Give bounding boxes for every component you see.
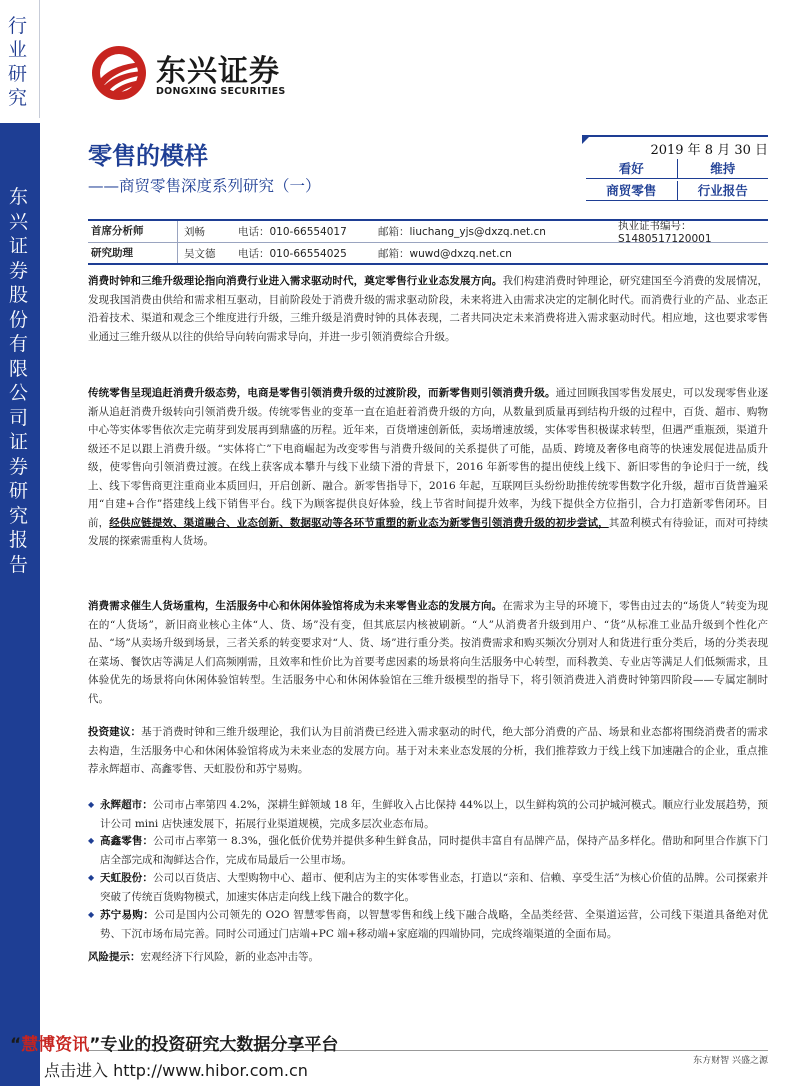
analyst-cert: 执业证书编号：S1480517120001 [618,220,712,245]
analyst-role: 研究助理 [88,243,178,263]
logo-name-cn: 东兴证券 [156,54,280,89]
industry-label: 商贸零售 [586,181,678,201]
page-footer [0,1035,800,1086]
stock-recommendation-item: ◆ 永辉超市：公司市占率第四 4.2%，深耕生鲜领域 18 年，生鲜收入占比保持 44%以上，以生鲜构筑的公司护城河模式。顺应行业发展趋势，预计公司 mini 店快速发展下，拓展行业渠道规模，完成多层次业态布局。 [88,796,768,833]
analyst-row [88,242,768,263]
report-subtitle: ——商贸零售深度系列研究（一） [88,177,321,195]
analyst-name: 刘畅 [184,226,205,238]
stock-recommendation-item: ◆ 天虹股份：公司以百货店、大型购物中心、超市、便利店为主的实体零售业态，打造以“亲和、信赖、享受生活”为核心价值的品牌。公司探索并突破了传统百货购物模式，加速实体店走向线上线下融合的数字化。 [88,869,768,906]
report-category-label: 行业研究 [8,15,28,109]
company-vertical-label: 东兴证券股份有限公司证券研究报告 [9,186,29,576]
footer-slogan: 东方财智 兴盛之源 [693,1056,768,1066]
watermark-brand: “慧博资讯”专业的投资研究大数据分享平台 [10,1035,339,1055]
sidebar-top [0,0,40,118]
watermark-link[interactable]: 点击进入 http://www.hibor.com.cn [44,1061,308,1080]
analyst-row [88,220,768,245]
report-date: 2019 年 8 月 30 日 [650,143,768,158]
analyst-phone: 电话：010-66554017 [238,226,347,238]
stock-recommendation-item: ◆ 高鑫零售：公司市占率第一 8.3%，强化低价优势并提供多种生鲜食品，同时提供丰富自有品牌产品，保持产品多样化。借助和阿里合作旗下门店全部完成和淘鲜达合作，完成布局最后一公里市场。 [88,832,768,869]
analyst-email[interactable]: 邮箱：wuwd@dxzq.net.cn [378,247,512,260]
report-info-box [582,135,768,201]
analyst-table [88,219,768,265]
analyst-phone: 电话：010-66554025 [238,247,347,260]
summary-paragraph: 消费需求催生人货场重构，生活服务中心和休闲体验馆将成为未来零售业态的发展方向。在需求为主导的环境下，零售由过去的“场货人”转变为现在的“人货场”，新旧商业核心主体“人、货、场”没有变，但其底层内核被刷新。“人”从消费者升级到用户、“货”从标准工业品升级到个性化产品、“场”从卖场升级到场景，三者关系的转变要求对“人、货、场”进行重分类。按消费需求和购买频次分别对人和货进行重分类后，场的分类表现在菜场、餐饮店等满足人们高频刚需，且效率和性价比为首要考虑因素的场景将向生活服务中心转型，而科教美、专业店等满足人们低频需求，且体验优先的场景将向休闲体验馆转型。生活服务中心和休闲体验馆在三维升级模型的指导下，将引领消费进入消费时钟第四阶段——专属定制时代。 [88,600,768,705]
analyst-name: 吴文德 [184,247,216,260]
rating-row [586,159,768,179]
risk-warning: 风险提示：宏观经济下行风险，新的业态冲击等。 [88,951,319,963]
analyst-email[interactable]: 邮箱：liuchang_yjs@dxzq.net.cn [378,226,546,238]
sidebar-band [0,123,40,1086]
report-type-label: 行业报告 [678,181,769,201]
stock-recommendation-item: ◆ 苏宁易购：公司是国内公司领先的 O2O 智慧零售商，以智慧零售和线上线下融合战略，全品类经营、全渠道运营，公司线下渠道具备绝对优势、下沉市场布局完善。同时公司通过门店端+PC 端+移动端+家庭端的四端协同，完成终端渠道的全面布局。 [88,906,768,943]
rating-value: 看好 [586,159,678,179]
investment-advice: 投资建议：基于消费时钟和三维升级理论，我们认为目前消费已经进入需求驱动的时代，绝大部分消费的产品、场景和业态都将围绕消费者的需求去构造，生活服务中心和休闲体验馆将成为未来业态的发展方向。基于对未来业态发展的分析，我们推荐致力于线上线下加速融合的企业，重点推荐永辉超市、高鑫零售、天虹股份和苏宁易购。 [88,726,769,775]
report-title: 零售的模样 [88,141,208,170]
summary-paragraph: 传统零售呈现追赶消费升级态势，电商是零售引领消费升级的过渡阶段，而新零售则引领消费升级。通过回顾我国零售发展史，可以发现零售业逐渐从追赶消费升级转向引领消费升级。传统零售业的变革一直在追赶着消费升级的方向，从数量到质量再到结构升级的过程中，百货、超市、购物中心等实体零售依次走完萌芽到发展再到鼎盛的历程。近年来，百货增速创新低，卖场增速放缓，实体零售积极谋求转型，但遇严重瓶颈，渠道升级还不足以跟上消费升级。“实体将亡”下电商崛起为改变零售与消费升级间的关系提供了可能，品质、跨境及奢侈电商等的快速发展促进品质升级，使零售向引领消费过渡。在线上获客成本攀升与线下业绩下滑的背景下，2016 年新零售的提出使线上线下、新旧零售的争论归于一统，线上、线下零售商更注重商业本质回归，开启创新、融合。新零售指导下，2016 年起，互联网巨头纷纷助推传统零售数字化升级，超市百货普遍采用“自建+合作”搭建线上线下销售平台。线下为顾客提供良好体验，线上节省时间提升效率，为线下提供全方位指引，合力打造新零售闭环。目前，经供应链提效、渠道融合、业态创新、数据驱动等各环节重塑的新业态为新零售引领消费升级的初步尝试，其盈利模式有待验证，而对可持续发展的探索需重构人货场。 [88,387,769,547]
rating-change: 维持 [678,159,769,179]
logo-emblem-icon [88,44,150,102]
summary-paragraph: 消费时钟和三维升级理论指向消费行业进入需求驱动时代，奠定零售行业业态发展方向。我们构建消费时钟理论，研究建国至今消费的发展情况，发现我国消费由供给和需求相互驱动，目前阶段处于消费升级的需求驱动阶段，未来将进入由需求决定的定制化时代。而消费行业的产品、业态正沿着技术、渠道和观念三个维度进行升级，三维升级是消费时钟的具体表现，二者共同决定未来消费将进入需求驱动时代。相应地，这也要求零售业通过三维升级从以往的供给导向转向需求导向，并进一步引领消费综合升级。 [88,275,768,343]
logo-name-en: DONGXING SECURITIES [156,86,286,97]
sidebar [0,0,40,1086]
company-logo [88,44,308,104]
category-row [586,181,768,201]
analyst-role: 首席分析师 [88,221,178,242]
